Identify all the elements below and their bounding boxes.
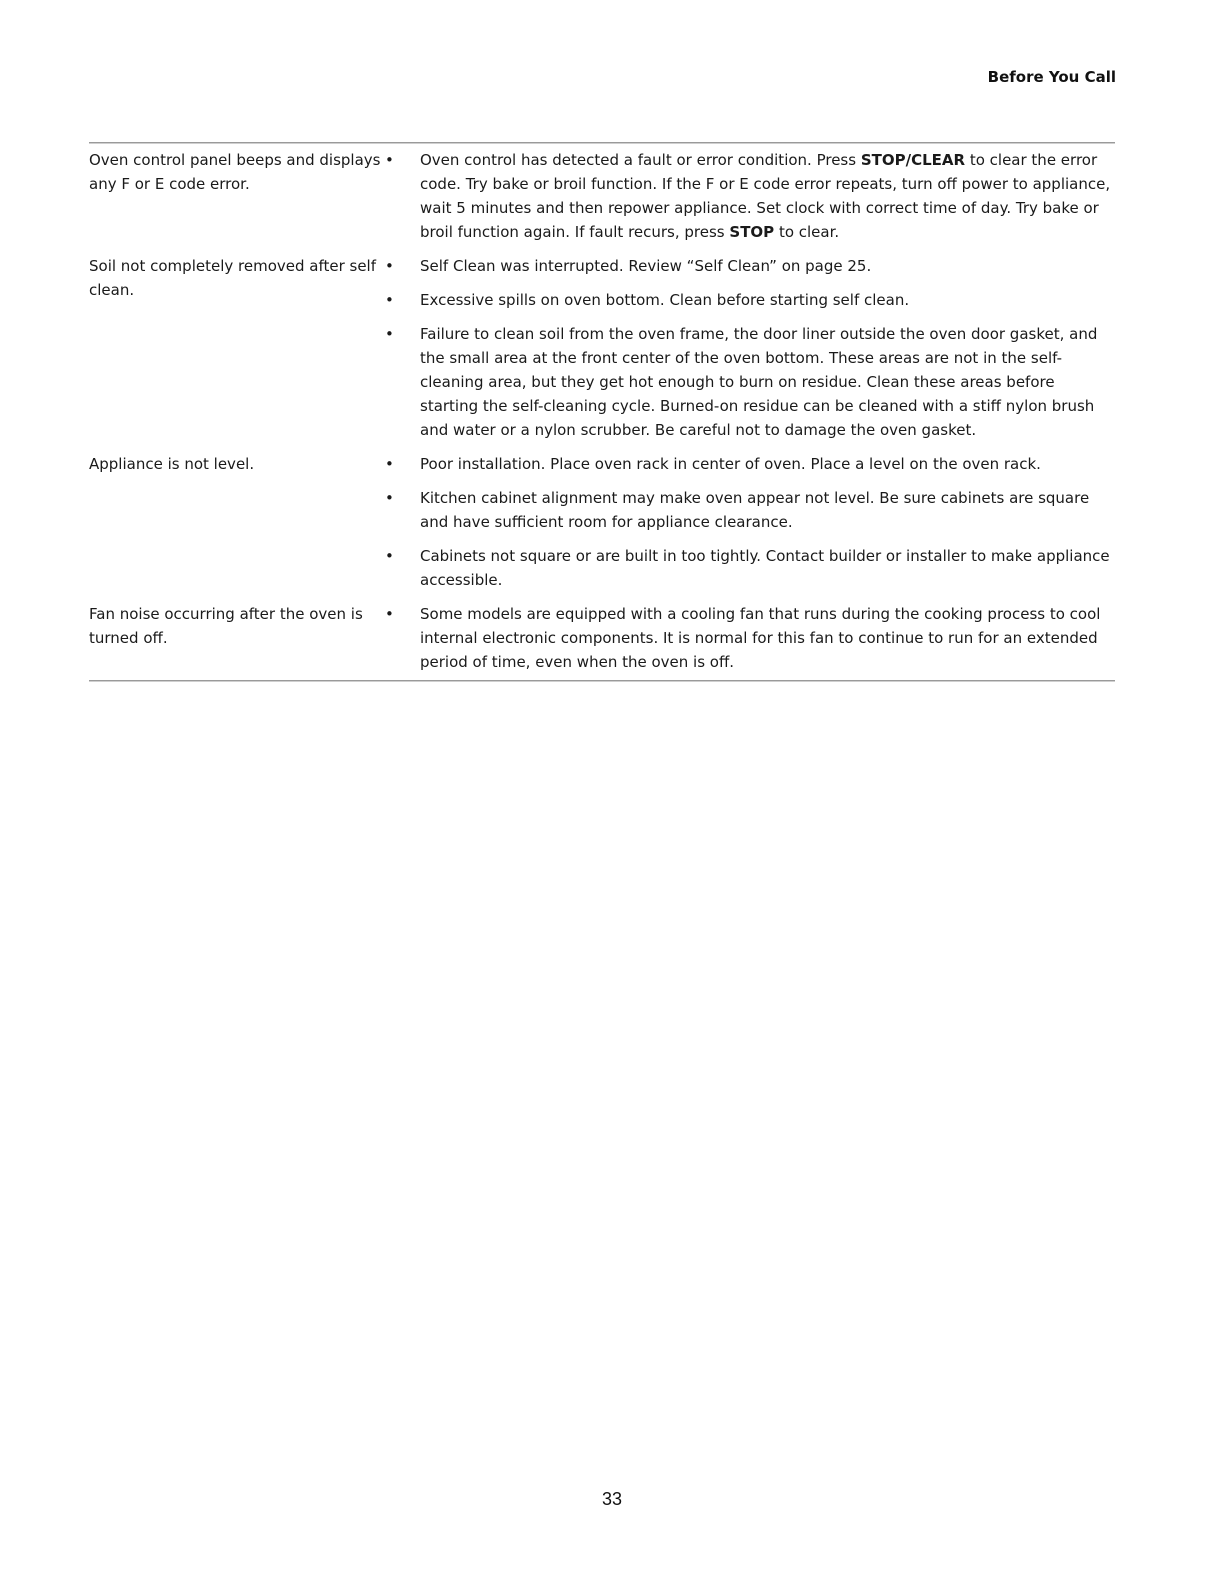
table-row (89, 254, 1115, 452)
bullet-icon: • (385, 605, 394, 623)
bullet-icon: • (385, 489, 394, 507)
cause-text: Cabinets not square or are built in too tightly. Contact builder or installer to make appliance accessible. (420, 547, 1110, 589)
cause-text: Poor installation. Place oven rack in center of oven. Place a level on the oven rack. (420, 455, 1041, 473)
table-row (89, 452, 1115, 602)
cause-text: Self Clean was interrupted. Review “Self Clean” on page 25. (420, 257, 872, 275)
problem-cell: Soil not completely removed after self clean. (89, 257, 377, 299)
stop-clear-key: STOP/CLEAR (860, 151, 966, 169)
page-header-title: Before You Call (987, 68, 1116, 86)
bullet-icon: • (385, 151, 394, 169)
cause-text: Oven control has detected a fault or error condition. Press STOP/CLEAR to clear the error code. Try bake or broil function. If the F or E code error repeats, turn off power to appliance, wait 5 minutes and then repower appliance. Set clock with correct time of day. Try bake or broil function again. If fault recurs, press STOP to clear. (420, 151, 1111, 241)
problem-cell: Fan noise occurring after the oven is turned off. (89, 605, 363, 647)
bullet-icon: • (385, 547, 394, 565)
stop-key: STOP (729, 223, 775, 241)
page-number: 33 (601, 1489, 623, 1509)
bullet-icon: • (385, 455, 394, 473)
cause-text: Failure to clean soil from the oven frame, the door liner outside the oven door gasket, and the small area at the front center of the oven bottom. These areas are not in the self-cleaning area, but they get hot enough to burn on residue. Clean these areas before starting the self-cleaning cycle. Burned-on residue can be cleaned with a stiff nylon brush and water or a nylon scrubber. Be careful not to damage the oven gasket. (420, 325, 1098, 439)
bullet-icon: • (385, 257, 394, 275)
problem-cell: Appliance is not level. (89, 455, 255, 473)
table-top-rule (89, 142, 1115, 144)
bullet-icon: • (385, 291, 394, 309)
table-row (89, 602, 1115, 684)
cause-text: Kitchen cabinet alignment may make oven appear not level. Be sure cabinets are square and have sufficient room for appliance clearance. (420, 489, 1090, 531)
cause-text: Some models are equipped with a cooling fan that runs during the cooking process to cool internal electronic components. It is normal for this fan to continue to run for an extended period of time, even when the oven is off. (420, 605, 1101, 671)
problem-cell: Oven control panel beeps and displays any F or E code error. (89, 151, 381, 193)
bullet-icon: • (385, 325, 394, 343)
table-row (89, 148, 1115, 254)
table-bottom-rule (89, 680, 1115, 682)
cause-text: Excessive spills on oven bottom. Clean before starting self clean. (420, 291, 910, 309)
troubleshooting-table (89, 148, 1115, 684)
